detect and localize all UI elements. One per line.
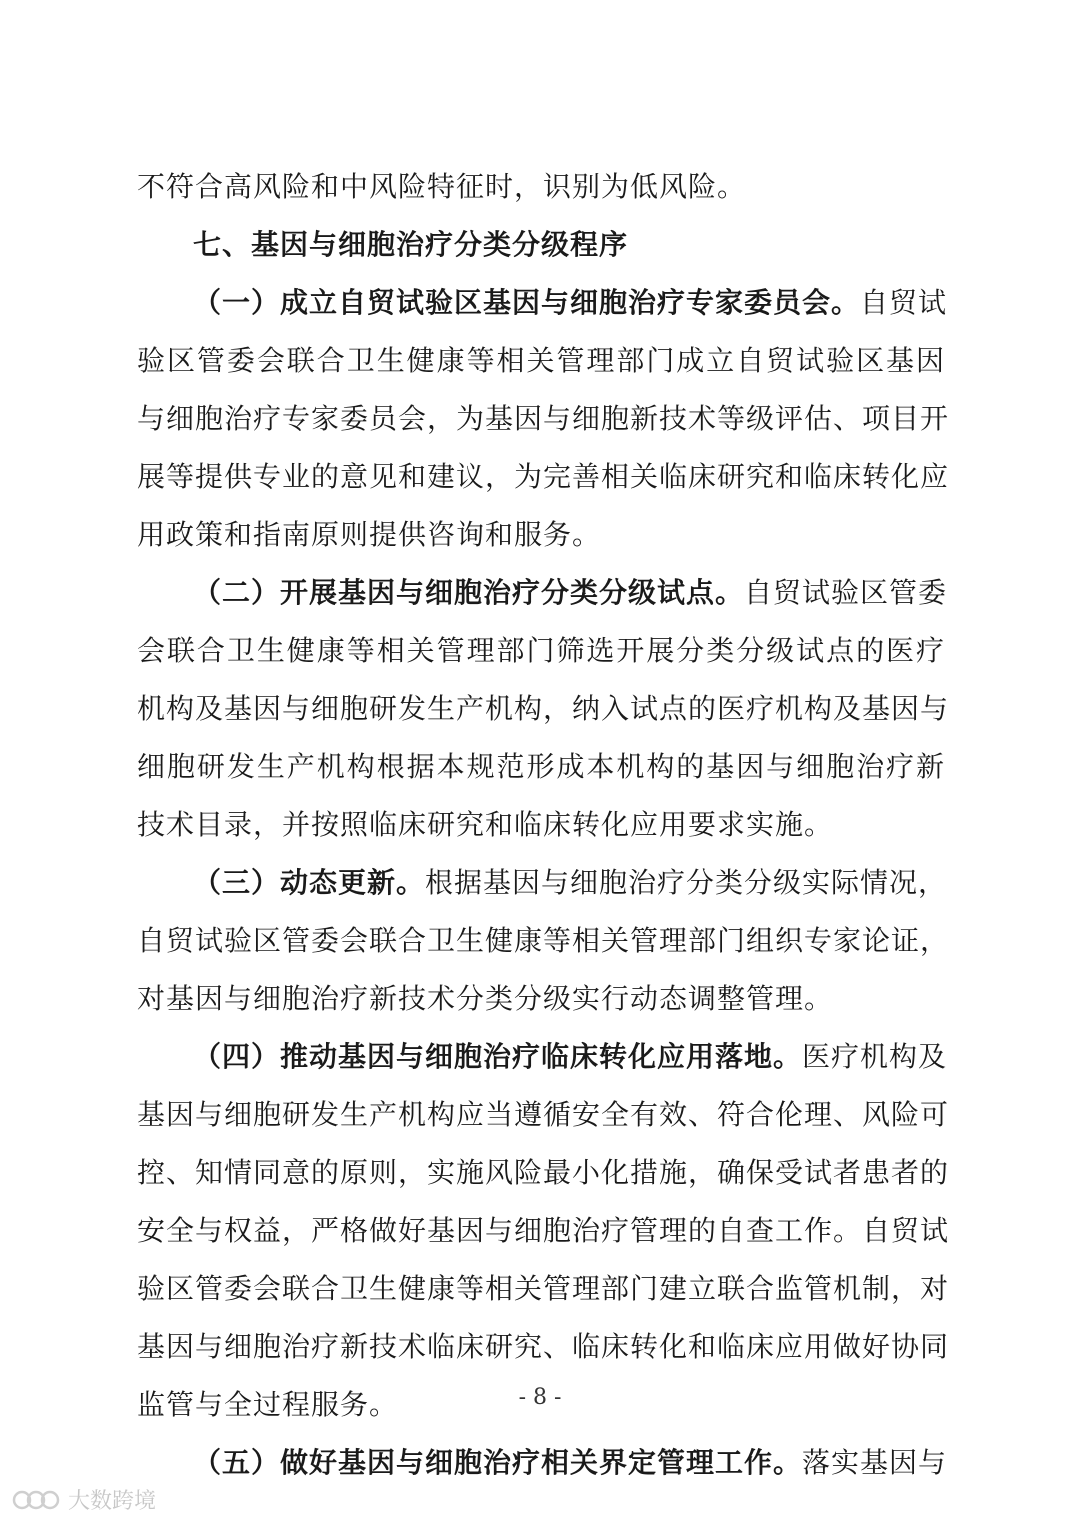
paragraph-line xyxy=(137,854,948,912)
paragraph-line xyxy=(137,1028,948,1086)
paragraph-line: 控、知情同意的原则，实施风险最小化措施，确保受试者患者的 xyxy=(137,1156,950,1189)
paragraph-line: 会联合卫生健康等相关管理部门筛选开展分类分级试点的医疗 xyxy=(137,634,945,667)
subsection-heading: （五）做好基因与细胞治疗相关界定管理工作。 xyxy=(193,1446,803,1479)
paragraph-line: 与细胞治疗专家委员会，为基因与细胞新技术等级评估、项目开 xyxy=(137,402,950,435)
paragraph-text: 根据基因与细胞治疗分类分级实际情况， xyxy=(425,866,948,899)
paragraph-line: 监管与全过程服务。 xyxy=(137,1388,399,1421)
paragraph-line: 基因与细胞研发生产机构应当遵循安全有效、符合伦理、风险可 xyxy=(137,1098,950,1131)
paragraph-line: 对基因与细胞治疗新技术分类分级实行动态调整管理。 xyxy=(137,982,834,1015)
paragraph-line xyxy=(137,564,948,622)
document-body xyxy=(137,158,950,1492)
subsection-heading: （三）动态更新。 xyxy=(193,866,426,899)
paragraph-line xyxy=(137,274,948,332)
paragraph-line: 细胞研发生产机构根据本规范形成本机构的基因与细胞治疗新 xyxy=(137,750,945,783)
paragraph-text: 医疗机构及 xyxy=(802,1040,948,1073)
subsection-heading: （一）成立自贸试验区基因与细胞治疗专家委员会。 xyxy=(193,286,861,319)
paragraph-line: 基因与细胞治疗新技术临床研究、临床转化和临床应用做好协同 xyxy=(137,1330,950,1363)
watermark-text: 大数跨境 xyxy=(68,1489,157,1514)
section-heading: 七、基因与细胞治疗分类分级程序 xyxy=(193,228,629,261)
paragraph-line: 展等提供专业的意见和建议，为完善相关临床研究和临床转化应 xyxy=(137,460,950,493)
subsection-heading: （四）推动基因与细胞治疗临床转化应用落地。 xyxy=(193,1040,803,1073)
paragraph-line: 安全与权益，严格做好基因与细胞治疗管理的自查工作。自贸试 xyxy=(137,1214,950,1247)
page-number: - 8 - xyxy=(518,1385,562,1410)
paragraph-line: 技术目录，并按照临床研究和临床转化应用要求实施。 xyxy=(137,808,834,841)
paragraph-line xyxy=(137,1434,948,1492)
paragraph-text: 落实基因与 xyxy=(802,1446,948,1479)
paragraph-line: 用政策和指南原则提供咨询和服务。 xyxy=(137,518,602,551)
watermark-logo-icon xyxy=(12,1485,60,1515)
watermark xyxy=(12,1484,156,1515)
subsection-heading: （二）开展基因与细胞治疗分类分级试点。 xyxy=(193,576,745,609)
paragraph-line: 验区管委会联合卫生健康等相关管理部门建立联合监管机制，对 xyxy=(137,1272,950,1305)
paragraph-line: 不符合高风险和中风险特征时，识别为低风险。 xyxy=(137,170,747,203)
paragraph-line: 机构及基因与细胞研发生产机构，纳入试点的医疗机构及基因与 xyxy=(137,692,950,725)
paragraph-text: 自贸试 xyxy=(860,286,948,319)
paragraph-text: 自贸试验区管委 xyxy=(744,576,948,609)
paragraph-line: 自贸试验区管委会联合卫生健康等相关管理部门组织专家论证， xyxy=(137,924,950,957)
paragraph-line: 验区管委会联合卫生健康等相关管理部门成立自贸试验区基因 xyxy=(137,344,945,377)
